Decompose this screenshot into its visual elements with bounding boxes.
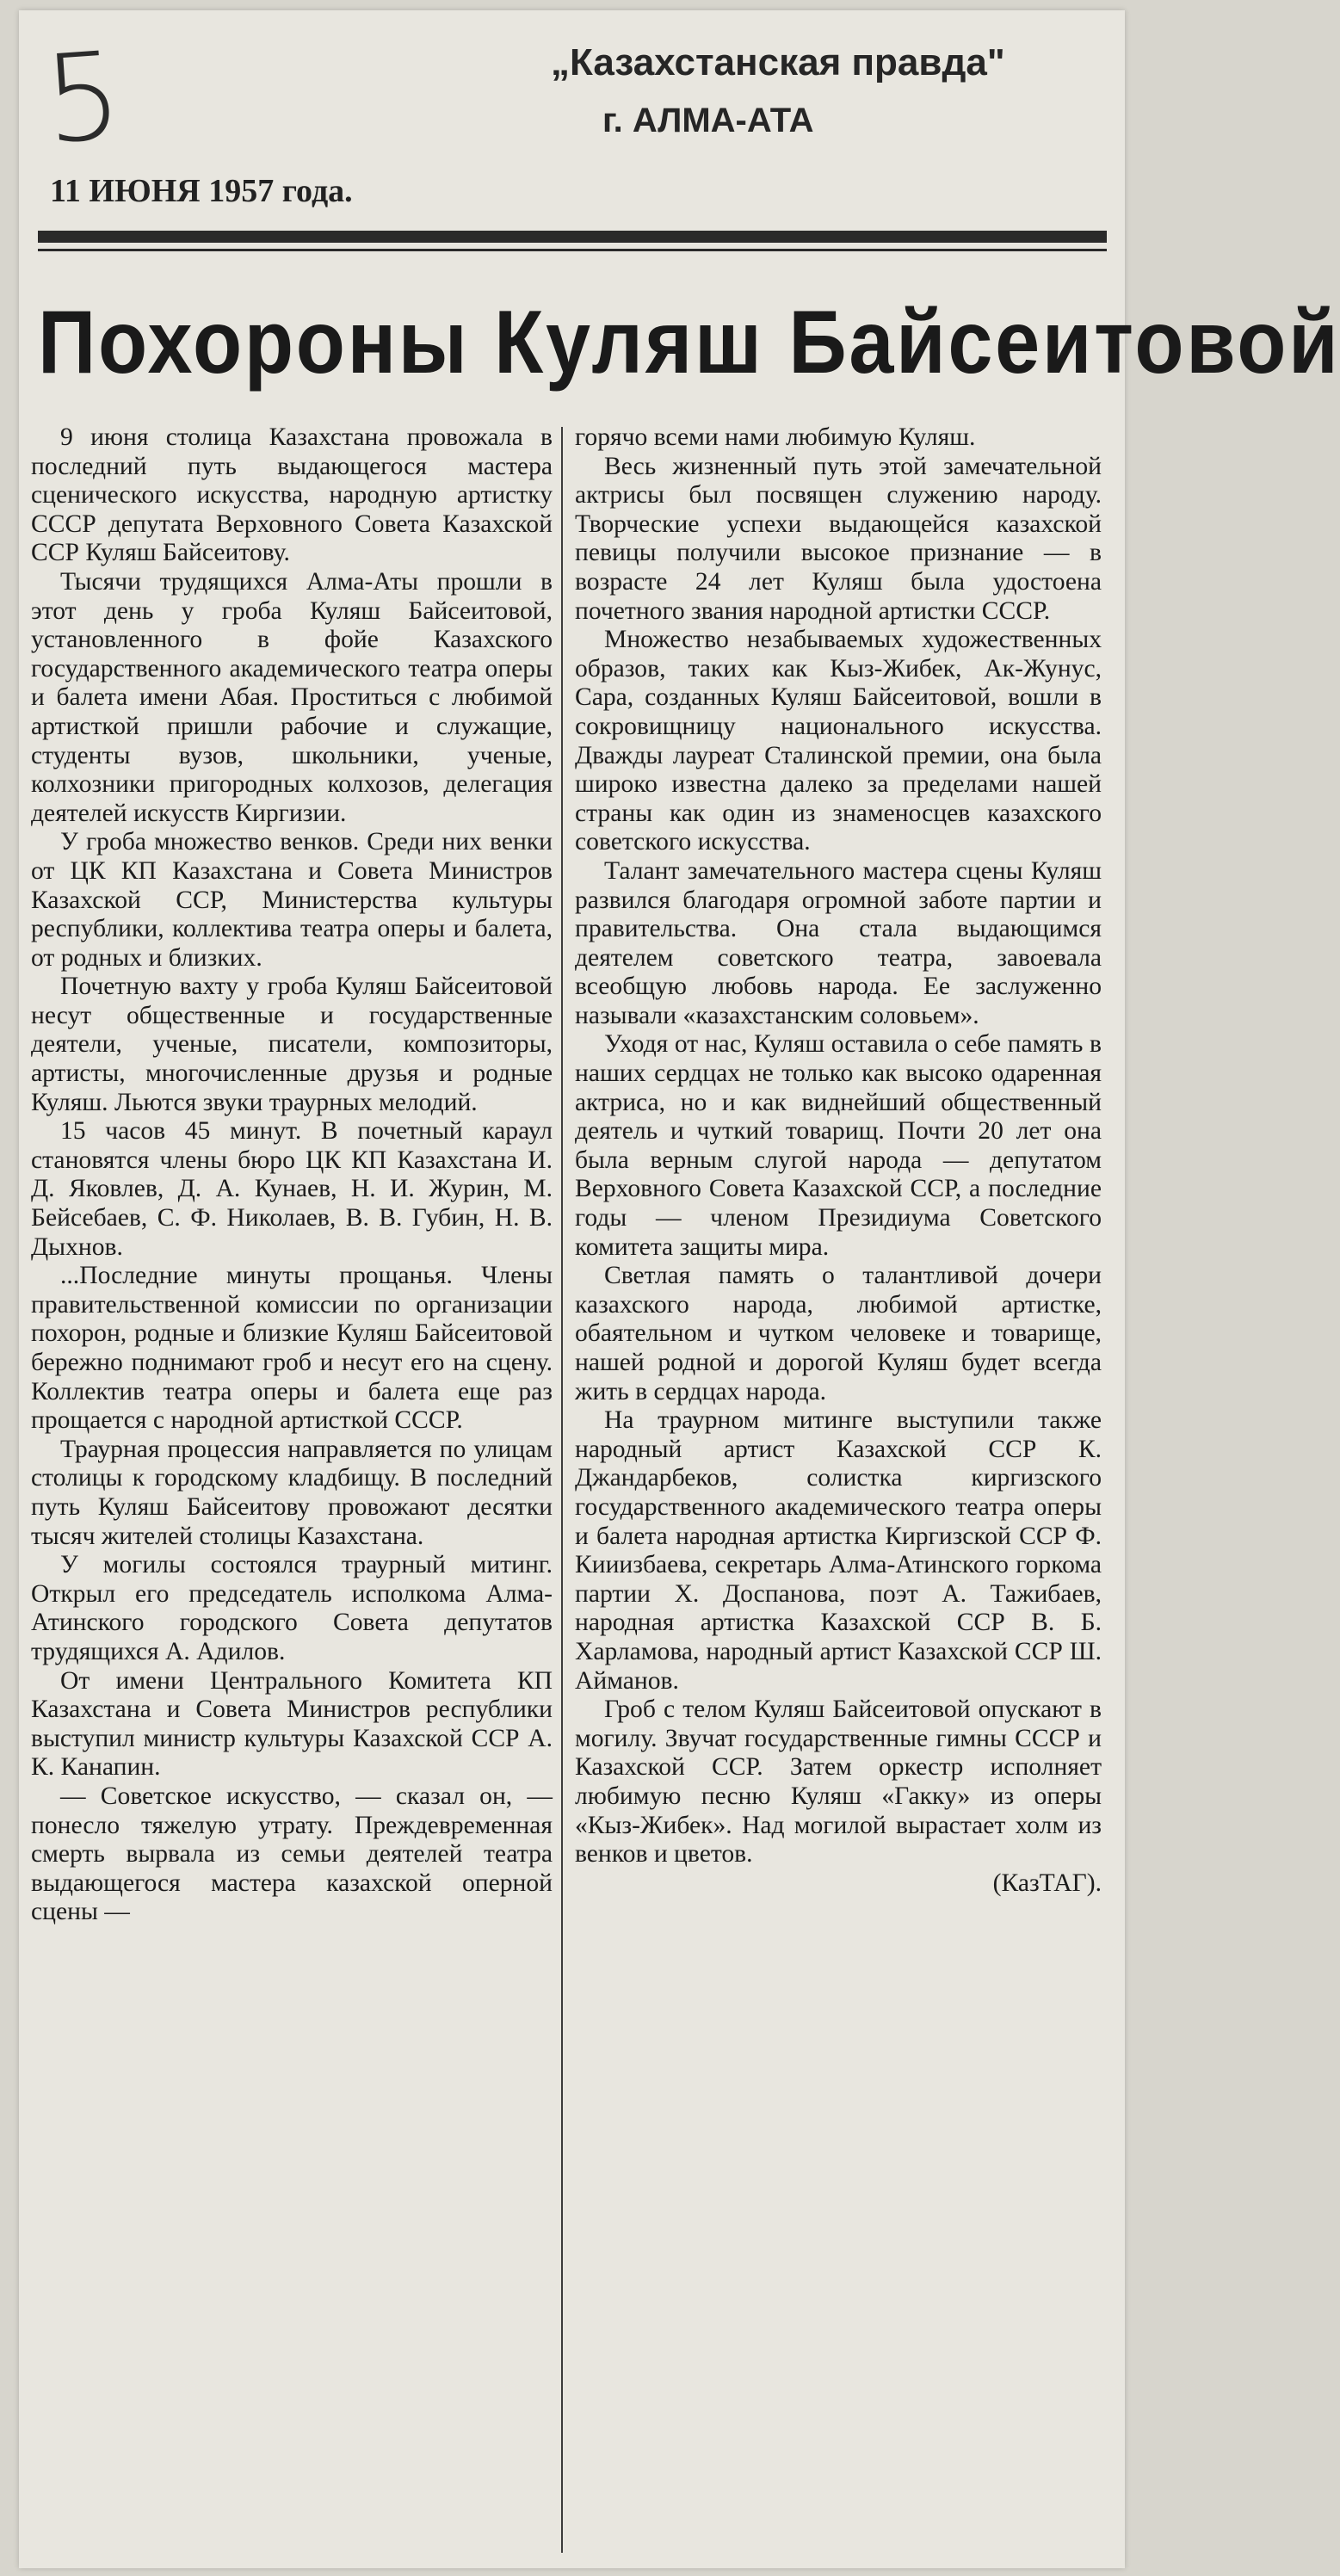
- paragraph-continuation: горячо всеми нами любимую Куляш.: [575, 423, 976, 451]
- paragraph: 15 часов 45 минут. В почетный караул становятся члены бюро ЦК КП Казахстана И. Д. Яковлев, Д. А. Кунаев, Н. И. Журин, М. Бейсебаев, С. Ф. Николаев, В. В. Губин, Н. В. Дыхнов.: [31, 1117, 553, 1261]
- article-column-left: [31, 423, 553, 2556]
- paragraph: У гроба множество венков. Среди них венки от ЦК КП Казахстана и Совета Министров Казахской ССР, Министерства культуры республики, коллектива театра оперы и балета, от родных и близких.: [31, 828, 553, 972]
- newspaper-city: г. АЛМА-АТА: [602, 102, 814, 139]
- paragraph: Талант замечательного мастера сцены Куляш развился благодаря огромной заботе партии и правительства. Она стала выдающимся деятелем советского театра, завоевала всеобщую любовь народа. Ее заслуженно называли «казахстанским соловьем».: [575, 856, 1102, 1029]
- paragraph: Почетную вахту у гроба Куляш Байсеитовой несут общественные и государственные деятели, ученые, писатели, композиторы, артисты, многочисленные друзья и родные Куляш. Льются звуки траурных мелодий.: [31, 973, 553, 1116]
- paragraph: — Советское искусство, — сказал он, — понесло тяжелую утрату. Преждевременная смерть вырвала из семьи деятелей театра выдающегося мастера казахской оперной сцены —: [31, 1782, 553, 1926]
- news-agency-signature: (КазТАГ).: [992, 1869, 1102, 1897]
- header-rule-thin: [38, 249, 1107, 251]
- paragraph: Тысячи трудящихся Алма-Аты прошли в этот день у гроба Куляш Байсеитовой, установленного в фойе Казахского государственного академического театра оперы и балета имени Абая. Проститься с любимой артисткой пришли рабочие и служащие, студенты вузов, школьники, ученые, колхозники пригородных колхозов, делегация деятелей искусств Киргизии.: [31, 567, 553, 827]
- paragraph: На траурном митинге выступили также народный артист Казахской ССР К. Джандарбеков, солистка киргизского государственного академического театра оперы и балета народная артистка Киргизской ССР Ф. Кииизбаева, секретарь Алма-Атинского горкома партии Х. Доспанова, поэт А. Тажибаев, народная артистка Казахской ССР В. Б. Харламова, народный артист Казахской ССР Ш. Айманов.: [575, 1406, 1102, 1695]
- paragraph: Весь жизненный путь этой замечательной актрисы был посвящен служению народу. Творческие успехи выдающейся казахской певицы получили высокое признание — в возрасте 24 лет Куляш была удостоена почетного звания народной артистки СССР.: [575, 452, 1102, 625]
- paragraph: Множество незабываемых художественных образов, таких как Кыз-Жибек, Ак-Жунус, Сара, созданных Куляш Байсеитовой, вошли в сокровищницу национального искусства. Дважды лауреат Сталинской премии, она была широко известна далеко за пределами нашей страны как один из знаменосцев казахского советского искусства.: [575, 626, 1102, 856]
- header-rule: [38, 231, 1107, 243]
- publication-date: 11 ИЮНЯ 1957 года.: [50, 173, 353, 209]
- article-headline: Похороны Куляш Байсеитовой: [38, 293, 1340, 392]
- paragraph: Гроб с телом Куляш Байсеитовой опускают в могилу. Звучат государственные гимны СССР и Казахской ССР. Затем оркестр исполняет любимую песню Куляш «Гакку» из оперы «Кыз-Жибек». Над могилой вырастает холм из венков и цветов.: [575, 1696, 1102, 1869]
- paragraph: ...Последние минуты прощанья. Члены правительственной комиссии по организации похорон, родные и близкие Куляш Байсеитовой бережно поднимают гроб и несут его на сцену. Коллектив театра оперы и балета еще раз прощается с народной артисткой СССР.: [31, 1262, 553, 1435]
- paragraph: Уходя от нас, Куляш оставила о себе память в наших сердцах не только как высоко одаренная актриса, но и как виднейший общественный деятель и чуткий товарищ. Почти 20 лет она была верным слугой народа — депутатом Верховного Совета Казахской ССР, а последние годы — членом Президиума Советского комитета защиты мира.: [575, 1030, 1102, 1261]
- paragraph: У могилы состоялся траурный митинг. Открыл его председатель исполкома Алма-Атинского городского Совета депутатов трудящихся А. Адилов.: [31, 1551, 553, 1665]
- article-column-right: [575, 423, 1102, 2556]
- paragraph: 9 июня столица Казахстана провожала в последний путь выдающегося мастера сценического искусства, народную артистку СССР депутата Верховного Совета Казахской ССР Куляш Байсеитову.: [31, 423, 553, 567]
- paragraph: Траурная процессия направляется по улицам столицы к городскому кладбищу. В последний путь Куляш Байсеитову провожают десятки тысяч жителей столицы Казахстана.: [31, 1435, 553, 1550]
- column-divider: [561, 427, 563, 2553]
- handwritten-page-number: 5: [40, 26, 127, 171]
- paragraph: Светлая память о талантливой дочери казахского народа, любимой артистке, обаятельном и чутком человеке и товарище, нашей родной и дорогой Куляш будет всегда жить в сердцах народа.: [575, 1262, 1102, 1405]
- newspaper-name: „Казахстанская правда": [551, 41, 1005, 83]
- paragraph: От имени Центрального Комитета КП Казахстана и Совета Министров республики выступил министр культуры Казахской ССР А. К. Канапин.: [31, 1666, 553, 1782]
